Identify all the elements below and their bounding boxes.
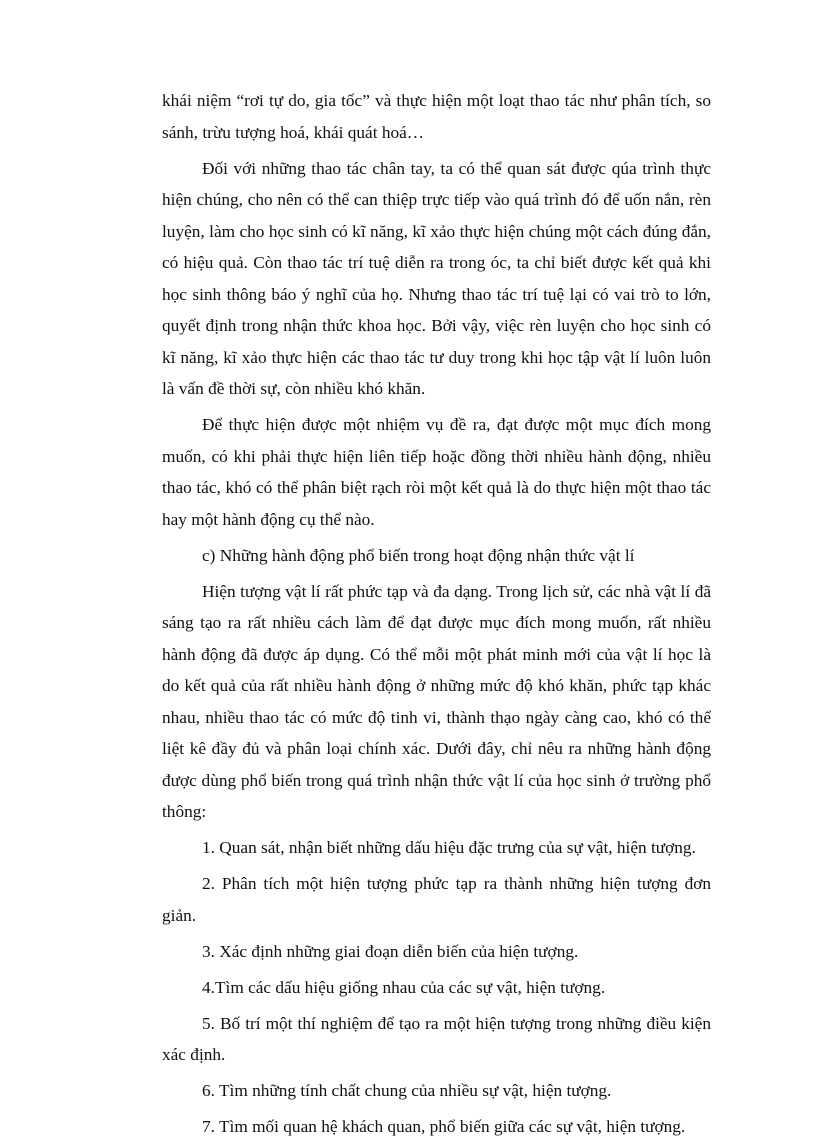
section-heading-common-actions: c) Những hành động phổ biến trong hoạt động nhận thức vật lí: [202, 545, 635, 565]
list-item: 7. Tìm mối quan hệ khách quan, phổ biến giữa các sự vật, hiện tượng.: [202, 1117, 686, 1136]
list-item: 5. Bố trí một thí nghiệm để tạo ra một hiện tượng trong những điều kiện xác định.: [162, 1013, 711, 1064]
paragraph-multiple-actions: Để thực hiện được một nhiệm vụ đề ra, đạt được một mục đích mong muốn, có khi phải thực hiện liên tiếp hoặc đồng thời nhiều hành động, nhiều thao tác, khó có thể phân biệt rạch ròi một kết quả là do thực hiện một thao tác hay một hành động cụ thể nào.: [162, 415, 711, 529]
paragraph-continuation: khái niệm “rơi tự do, gia tốc” và thực hiện một loạt thao tác như phân tích, so sánh, trừu tượng hoá, khái quát hoá…: [162, 91, 711, 142]
paragraph-physics-phenomena: Hiện tượng vật lí rất phức tạp và đa dạng. Trong lịch sử, các nhà vật lí đã sáng tạo ra rất nhiều cách làm để đạt được mục đích mong muốn, rất nhiều hành động đã được áp dụng. Có thể mỗi một phát minh mới của vật lí học là do kết quả của rất nhiều hành động ở những mức độ khó khăn, phức tạp khác nhau, nhiều thao tác có mức độ tinh vi, thành thạo ngày càng cao, khó có thể liệt kê đầy đủ và phân loại chính xác. Dưới đây, chỉ nêu ra những hành động được dùng phổ biến trong quá trình nhận thức vật lí của học sinh ở trường phổ thông:: [162, 581, 711, 821]
paragraph-manual-vs-mental-operations: Đối với những thao tác chân tay, ta có thể quan sát được qúa trình thực hiện chúng, cho nên có thể can thiệp trực tiếp vào quá trình đó để uốn nắn, rèn luyện, làm cho học sinh có kĩ năng, kĩ xảo thực hiện chúng một cách đúng đắn, có hiệu quả. Còn thao tác trí tuệ diễn ra trong óc, ta chỉ biết được kết quả khi học sinh thông báo ý nghĩ của họ. Nhưng thao tác trí tuệ lại có vai trò to lớn, quyết định trong nhận thức khoa học. Bởi vậy, việc rèn luyện cho học sinh có kĩ năng, kĩ xảo thực hiện các thao tác tư duy trong khi học tập vật lí luôn luôn là vấn đề thời sự, còn nhiều khó khăn.: [162, 158, 711, 398]
list-item: 6. Tìm những tính chất chung của nhiều sự vật, hiện tượng.: [202, 1081, 612, 1100]
list-item: 3. Xác định những giai đoạn diễn biến của hiện tượng.: [202, 941, 579, 961]
list-item: 1. Quan sát, nhận biết những dấu hiệu đặc trưng của sự vật, hiện tượng.: [202, 838, 696, 857]
list-item: 4.Tìm các dấu hiệu giống nhau của các sự vật, hiện tượng.: [202, 977, 606, 997]
actions-list: [162, 832, 711, 1143]
list-item: 2. Phân tích một hiện tượng phức tạp ra thành những hiện tượng đơn giản.: [162, 874, 711, 925]
